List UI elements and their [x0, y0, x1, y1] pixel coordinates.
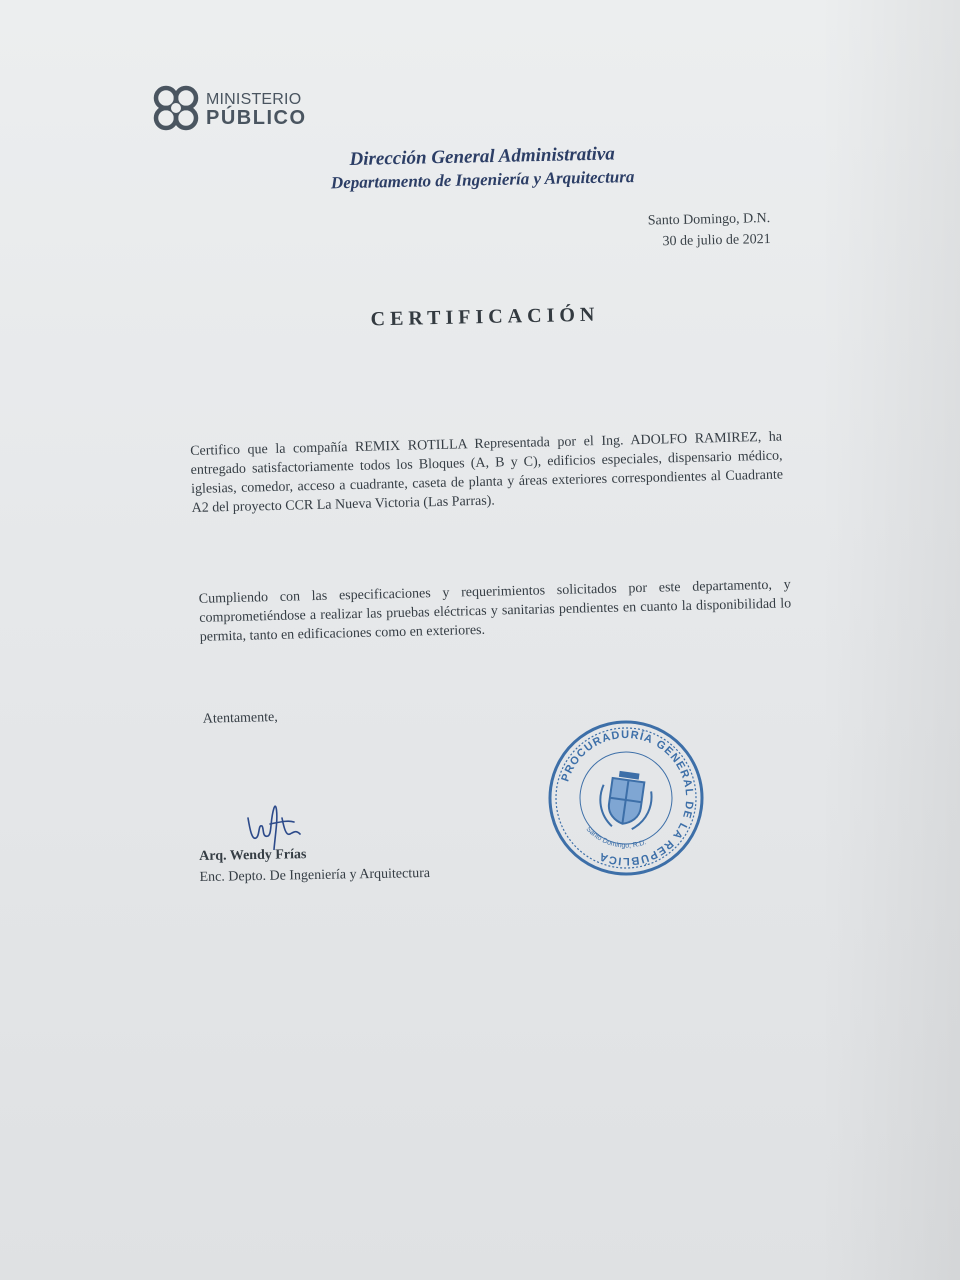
document-title: CERTIFICACIÓN: [370, 303, 600, 331]
place: Santo Domingo, D.N.: [647, 210, 771, 229]
closing: Atentamente,: [202, 709, 278, 727]
handwritten-signature: [240, 800, 310, 850]
letterhead-line-2: Departamento de Ingeniería y Arquitectura: [330, 167, 635, 193]
logo-line-2: PÚBLICO: [206, 107, 307, 129]
signer-title: Enc. Depto. De Ingeniería y Arquitectura: [199, 865, 431, 885]
ministerio-publico-logo: [152, 84, 312, 136]
svg-text:Santo Domingo, R.D.: Santo Domingo, R.D.: [584, 825, 648, 850]
logo-line-1: MINISTERIO: [206, 91, 302, 108]
logo-wordmark: [206, 90, 307, 128]
paper-shadow: [820, 0, 960, 1280]
svg-text:PROCURADURÍA GENERAL DE LA REP: PROCURADURÍA GENERAL DE LA REPÚBLICA: [559, 728, 696, 868]
ministerio-publico-logo-icon: [152, 84, 200, 132]
letterhead: [302, 142, 663, 194]
signer-name: Arq. Wendy Frías: [199, 847, 307, 864]
coat-of-arms-icon: [597, 769, 655, 832]
paragraph-1: Certifico que la compañía REMIX ROTILLA Representada por el Ing. ADOLFO RAMIREZ, ha entregado satisfactoriamente todos los Bloques (A, B y C), edificios especiales, dispensario médico, iglesias, comedor, acceso a cuadrante, caseta de planta y áreas exteriores correspondientes al Cuadrante A2 del proyecto CCR La Nueva Victoria (Las Parras).: [190, 429, 784, 516]
official-seal: [536, 708, 717, 889]
document-body: [190, 428, 792, 727]
date: 30 de julio de 2021: [662, 231, 771, 250]
paragraph-2: Cumpliendo con las especificaciones y requerimientos solicitados por este departamento, y comprometiéndose a realizar las pruebas eléctricas y sanitarias pendientes en cuanto la disponibilidad lo permita, tanto en edificaciones como en exteriores.: [198, 577, 792, 645]
letterhead-line-1: Dirección General Administrativa: [349, 143, 616, 171]
signer-block: [199, 840, 520, 888]
place-and-date: [560, 208, 771, 254]
